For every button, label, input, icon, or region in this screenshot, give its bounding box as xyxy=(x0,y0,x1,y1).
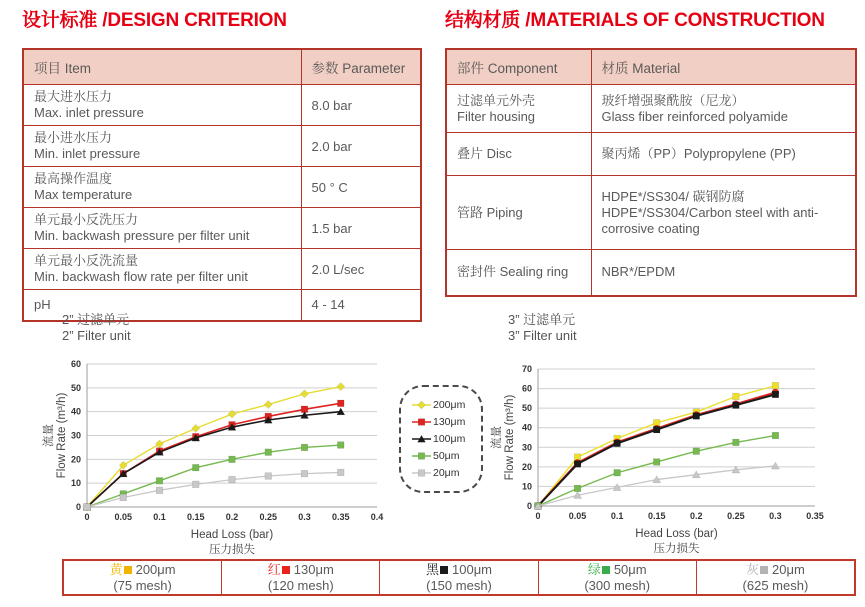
chart-title-zh: 2” 过滤单元 xyxy=(62,312,130,327)
svg-text:20: 20 xyxy=(521,461,532,472)
color-name: 黑 xyxy=(425,561,439,577)
svg-text:0.35: 0.35 xyxy=(806,511,824,521)
svg-text:40: 40 xyxy=(521,422,532,433)
svg-text:流量: 流量 xyxy=(491,426,503,449)
material-header: 材质 Material xyxy=(591,49,856,85)
micron-size: 100μm xyxy=(452,561,493,577)
legend-item xyxy=(412,399,481,411)
material-value-zh: NBR*/EPDM xyxy=(601,264,676,280)
legend-cell-green xyxy=(538,561,696,594)
table-row xyxy=(23,85,421,126)
svg-text:压力损失: 压力损失 xyxy=(209,544,255,556)
table-row xyxy=(446,85,856,133)
color-swatch xyxy=(124,566,132,574)
svg-text:0.25: 0.25 xyxy=(727,511,745,521)
svg-text:0.35: 0.35 xyxy=(331,512,350,522)
parameter-value: 2.0 L/sec xyxy=(301,249,421,290)
legend-marker-130um xyxy=(412,417,431,427)
svg-text:0.05: 0.05 xyxy=(568,511,587,521)
color-name: 黄 xyxy=(109,561,123,577)
svg-text:流量: 流量 xyxy=(43,424,55,447)
svg-text:0.15: 0.15 xyxy=(186,512,205,522)
svg-text:0.2: 0.2 xyxy=(690,511,703,521)
legend-item xyxy=(412,416,481,428)
color-name: 绿 xyxy=(587,561,601,577)
svg-text:70: 70 xyxy=(521,364,532,374)
svg-text:0.3: 0.3 xyxy=(769,511,782,521)
legend-label: 130μm xyxy=(433,416,466,428)
item-label-zh: 单元最小反洗流量 xyxy=(34,253,139,268)
svg-text:0.05: 0.05 xyxy=(114,512,133,522)
material-value-zh: HDPE*/SS304/ 碳钢防腐 xyxy=(601,188,745,204)
svg-text:Head Loss (bar): Head Loss (bar) xyxy=(190,529,274,541)
table-row xyxy=(446,250,856,296)
component-label-en: Filter housing xyxy=(457,108,536,124)
color-name: 红 xyxy=(267,561,281,577)
chart-title-en: 3” Filter unit xyxy=(508,328,577,343)
svg-text:10: 10 xyxy=(70,478,81,489)
svg-text:Flow Rate (m³/h): Flow Rate (m³/h) xyxy=(504,394,516,481)
svg-text:0.4: 0.4 xyxy=(370,512,384,522)
legend-item xyxy=(412,450,481,462)
component-label-zh: 叠片 Disc xyxy=(457,146,512,161)
color-swatch xyxy=(282,566,290,574)
item-label-zh: 最小进水压力 xyxy=(34,130,113,145)
table-row xyxy=(446,133,856,176)
svg-text:0.2: 0.2 xyxy=(225,512,239,522)
svg-text:0.15: 0.15 xyxy=(647,511,666,521)
legend-label: 20μm xyxy=(433,467,460,479)
svg-text:0: 0 xyxy=(526,501,532,511)
mesh-size: (150 mesh) xyxy=(426,577,492,593)
materials-table xyxy=(445,48,857,297)
legend-marker-200um xyxy=(412,400,431,410)
mesh-size-legend xyxy=(62,559,856,596)
svg-text:Head Loss (bar): Head Loss (bar) xyxy=(635,528,718,540)
color-name: 灰 xyxy=(746,561,760,577)
legend-cell-red xyxy=(221,561,379,594)
legend-marker-50um xyxy=(412,451,431,461)
component-label-zh: 过滤单元外壳 xyxy=(457,92,536,108)
svg-text:压力损失: 压力损失 xyxy=(653,543,700,555)
legend-label: 50μm xyxy=(433,450,460,462)
item-label-zh: 最大进水压力 xyxy=(34,89,113,104)
component-label-zh: 密封件 Sealing ring xyxy=(457,264,569,280)
item-label-en: Max. inlet pressure xyxy=(34,105,144,120)
legend-cell-black xyxy=(379,561,537,594)
svg-text:30: 30 xyxy=(70,430,81,441)
micron-size: 50μm xyxy=(613,561,647,577)
legend-label: 100μm xyxy=(433,433,466,445)
table-row xyxy=(446,176,856,250)
item-label-en: Min. backwash flow rate per filter unit xyxy=(34,269,248,284)
table-header-row xyxy=(23,49,421,85)
item-label-en: Min. inlet pressure xyxy=(34,146,141,161)
svg-text:30: 30 xyxy=(521,442,532,453)
legend-item xyxy=(412,433,481,445)
parameter-value: 8.0 bar xyxy=(301,85,421,126)
item-label-en: Min. backwash pressure per filter unit xyxy=(34,228,250,243)
svg-text:0: 0 xyxy=(84,512,90,522)
svg-text:60: 60 xyxy=(521,383,532,394)
mesh-size: (625 mesh) xyxy=(742,577,809,593)
svg-text:40: 40 xyxy=(70,406,81,417)
legend-marker-100um xyxy=(412,434,431,444)
svg-text:Flow Rate (m³/h): Flow Rate (m³/h) xyxy=(56,392,68,479)
item-label-zh: 单元最小反洗压力 xyxy=(34,212,139,227)
table-row xyxy=(23,126,421,167)
chart-title-zh: 3” 过滤单元 xyxy=(508,312,576,327)
table-header-row xyxy=(446,49,856,85)
parameter-value: 2.0 bar xyxy=(301,126,421,167)
materials-title: 结构材质 /MATERIALS OF CONSTRUCTION xyxy=(445,10,825,31)
material-value-zh: 聚丙烯（PP）Polypropylene (PP) xyxy=(601,146,796,161)
svg-text:0.1: 0.1 xyxy=(610,511,624,521)
chart-title-3inch xyxy=(508,312,577,344)
legend-item xyxy=(412,467,481,479)
svg-text:10: 10 xyxy=(521,481,532,492)
parameter-value: 1.5 bar xyxy=(301,208,421,249)
component-header: 部件 Component xyxy=(446,49,591,85)
series-legend-box xyxy=(399,385,483,493)
svg-text:0: 0 xyxy=(75,502,81,512)
svg-text:0.25: 0.25 xyxy=(259,512,278,522)
table-row xyxy=(23,249,421,290)
legend-label: 200μm xyxy=(433,399,466,411)
svg-text:0: 0 xyxy=(535,511,541,521)
micron-size: 20μm xyxy=(772,561,805,577)
svg-text:20: 20 xyxy=(70,454,81,465)
item-label-en: Max temperature xyxy=(34,187,133,202)
material-value-en: Glass fiber reinforced polyamide xyxy=(601,108,788,124)
color-swatch xyxy=(602,566,610,574)
svg-text:0.3: 0.3 xyxy=(298,512,311,522)
flow-rate-chart-3inch xyxy=(473,350,865,555)
chart-title-2inch xyxy=(62,312,131,344)
design-criterion-table xyxy=(22,48,422,322)
mesh-size: (120 mesh) xyxy=(267,577,334,593)
parameter-value: 4 - 14 xyxy=(301,290,421,321)
micron-size: 200μm xyxy=(135,561,176,577)
svg-text:60: 60 xyxy=(70,359,81,369)
item-label-zh: pH xyxy=(34,296,51,312)
material-value-en: HDPE*/SS304/Carbon steel with anti-corrosive coating xyxy=(601,204,819,236)
micron-size: 130μm xyxy=(293,561,334,577)
table-row xyxy=(23,167,421,208)
design-criterion-title: 设计标准 /DESIGN CRITERION xyxy=(22,10,287,31)
material-value-zh: 玻纤增强聚酰胺（尼龙） xyxy=(601,92,745,108)
svg-text:0.1: 0.1 xyxy=(153,512,166,522)
legend-marker-20um xyxy=(412,468,431,478)
legend-cell-yellow xyxy=(64,561,221,594)
item-label-zh: 最高操作温度 xyxy=(34,171,113,186)
flow-rate-chart-2inch xyxy=(22,350,414,555)
component-label-zh: 管路 Piping xyxy=(457,204,523,220)
item-header: 项目 Item xyxy=(23,49,301,85)
legend-cell-gray xyxy=(696,561,854,594)
color-swatch xyxy=(760,566,768,574)
chart-title-en: 2” Filter unit xyxy=(62,328,131,343)
svg-text:50: 50 xyxy=(521,403,532,414)
mesh-size: (300 mesh) xyxy=(584,577,651,593)
parameter-value: 50 ° C xyxy=(301,167,421,208)
table-row xyxy=(23,208,421,249)
parameter-header: 参数 Parameter xyxy=(301,49,421,85)
color-swatch xyxy=(440,566,448,574)
mesh-size: (75 mesh) xyxy=(113,577,172,593)
svg-text:50: 50 xyxy=(70,382,81,393)
